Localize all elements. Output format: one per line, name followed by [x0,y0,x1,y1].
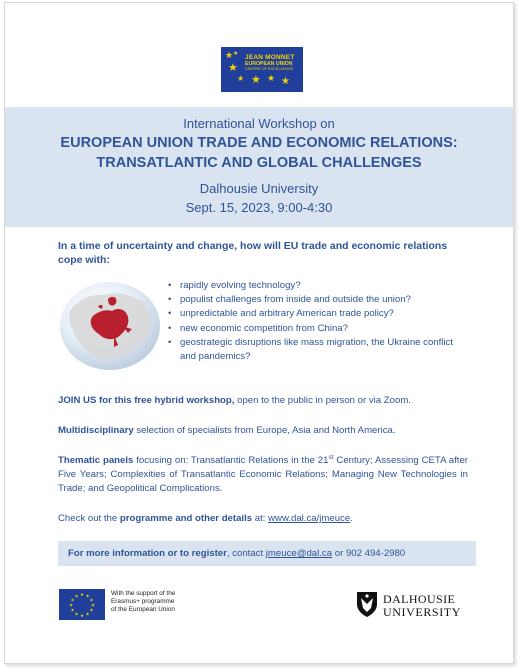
title-banner [5,107,513,227]
thematic-sup: st [328,454,334,461]
jm-logo-line1: JEAN MONNET [245,54,295,61]
jm-logo-line3: CENTRE OF EXCELLENCE [245,67,294,71]
jm-logo-line2: EUROPEAN UNION [245,61,293,67]
programme-link[interactable]: www.dal.ca/jmeuce [268,513,351,524]
thematic-post: Century; Assessing CETA after Five Years; Complexities of Transatlantic Economic Relations; Managing New Technologies in Trade; and Geopolitical Complications. [58,455,469,495]
dalhousie-logo [355,590,475,620]
erasmus-support-text [111,590,175,614]
checkout-paragraph [58,512,468,526]
checkout-pre: Check out the [58,513,120,524]
svg-text:★: ★ [89,608,94,614]
workshop-venue: Dalhousie University [199,181,319,196]
workshop-title-line2: TRANSATLANTIC AND GLOBAL CHALLENGES [96,155,422,171]
list-item: • unpredictable and arbitrary American trade policy? [168,307,468,321]
list-item: • populist challenges from inside and outside the union? [168,293,468,307]
svg-text:★: ★ [74,594,79,600]
join-bold: JOIN US for this free hybrid workshop, [58,395,235,406]
email-link[interactable]: jmeuce@dal.ca [265,548,333,559]
workshop-subtitle: International Workshop on [183,116,335,131]
flyer-page [4,2,514,664]
join-rest: open to the public in person or via Zoom. [234,395,411,406]
svg-text:★: ★ [70,598,75,604]
contact-mid: , contact [226,548,266,559]
dalhousie-line1: DALHOUSIE [383,592,456,606]
thematic-bold: Thematic panels [58,455,134,467]
challenges-list [168,279,468,364]
workshop-date: Sept. 15, 2023, 9:00-4:30 [185,200,333,215]
svg-text:★: ★ [68,603,74,609]
erasmus-line2: Erasmus+ programme [111,598,175,605]
svg-text:★: ★ [90,603,96,609]
svg-text:★: ★ [79,614,85,619]
multi-rest: selection of specialists from Europe, Asia and North America. [133,425,396,436]
list-item: • rapidly evolving technology? [168,279,468,293]
workshop-title-line1: EUROPEAN UNION TRADE AND ECONOMIC RELATIONS: [60,135,458,151]
phone-number: 902 494-2980 [345,548,406,559]
list-item: • geostrategic disruptions like mass migration, the Ukraine conflict and pandemics? [168,336,468,364]
dalhousie-shield-icon [355,590,379,618]
globe-europe-icon [58,281,162,371]
list-item: • new economic competition from China? [168,322,468,336]
checkout-bold: programme and other details [119,513,253,524]
checkout-mid: at: [252,513,269,524]
multi-bold: Multidisciplinary [58,425,134,436]
checkout-post: . [350,513,353,524]
svg-text:★: ★ [70,608,75,614]
svg-text:★: ★ [85,612,90,618]
dalhousie-line2: UNIVERSITY [383,605,461,619]
eu-flag-icon [59,589,105,620]
svg-text:★: ★ [85,594,90,600]
join-paragraph [58,394,468,408]
thematic-paragraph [58,451,468,496]
svg-text:★: ★ [74,612,79,618]
contact-mid2: or [332,548,346,559]
svg-text:★: ★ [89,598,94,604]
contact-bar [58,541,476,566]
jean-monnet-logo: ★ ★ ★ ★ ★ ★ ★ JEAN MONNET EUROPEAN UNION CENTRE OF EXCELLENCE [221,47,303,92]
intro-question: In a time of uncertainty and change, how will EU trade and economic relations cope with: [58,240,448,266]
thematic-pre: focusing on: Transatlantic Relations in the 21 [133,455,329,467]
contact-bold: For more information or to register [68,548,227,559]
erasmus-line3: of the European Union [111,606,175,613]
svg-text:★: ★ [79,593,85,598]
erasmus-line1: With the support of the [111,590,176,597]
multidisciplinary-paragraph [58,424,468,438]
